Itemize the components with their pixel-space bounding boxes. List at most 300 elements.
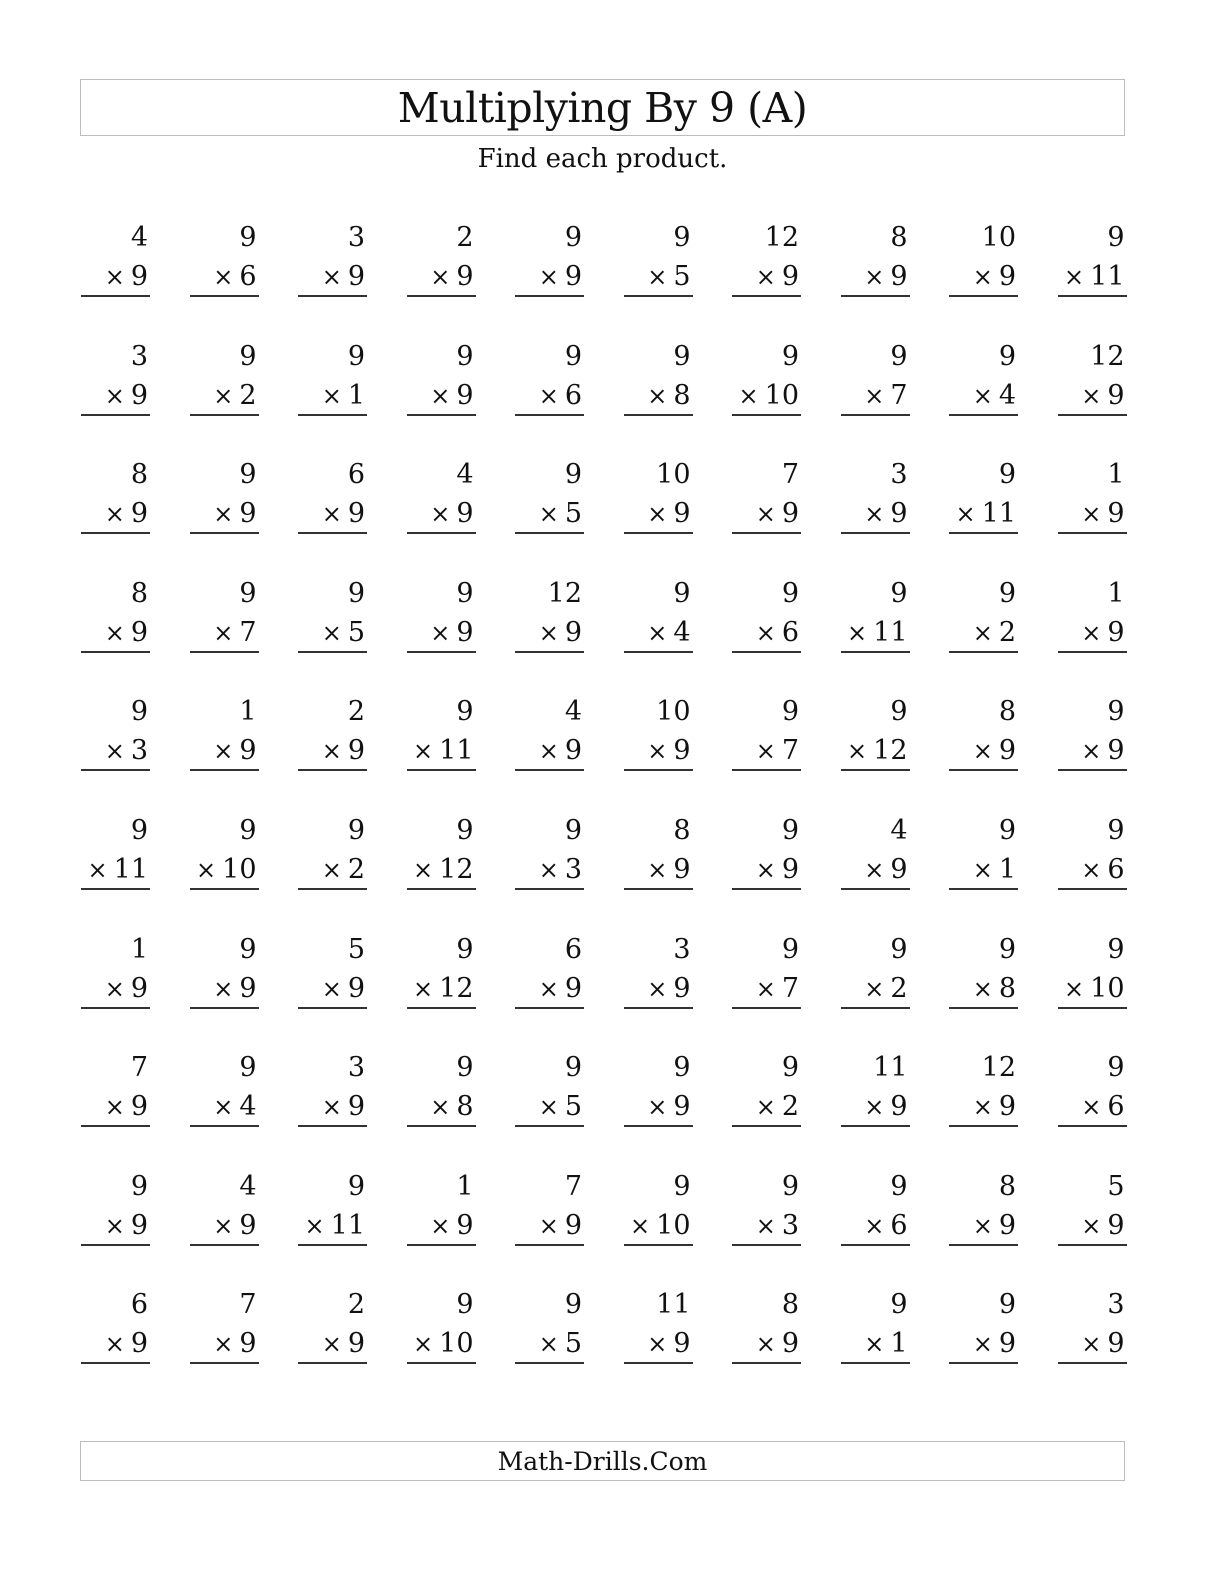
multiplier-line [847, 732, 907, 770]
title-box [80, 79, 1125, 136]
multiplier: 12 [439, 853, 474, 885]
multiplier-line [539, 377, 582, 415]
answer-line [81, 295, 150, 297]
times-icon: × [1064, 974, 1085, 1003]
multiplication-problem [624, 1285, 693, 1367]
multiplicand: 9 [998, 814, 1016, 846]
multiplier-line [213, 970, 256, 1008]
answer-line [81, 1007, 150, 1009]
answer-line [81, 888, 150, 890]
multiplicand: 11 [873, 1052, 908, 1084]
multiplier-line [539, 851, 582, 889]
answer-line [1058, 1362, 1127, 1364]
multiplicand: 9 [456, 1052, 474, 1084]
multiplier: 9 [130, 1091, 148, 1123]
multiplicand: 9 [1107, 933, 1125, 965]
multiplicand: 9 [781, 933, 799, 965]
multiplier-line [1081, 1325, 1124, 1363]
answer-line [407, 651, 476, 653]
times-icon: × [213, 618, 234, 647]
multiplier-line [213, 1088, 256, 1126]
multiplier-line [739, 377, 799, 415]
multiplication-problem [841, 218, 910, 300]
multiplication-problem [81, 1048, 150, 1130]
multiplier-line [322, 1088, 365, 1126]
multiplier-line [539, 732, 582, 770]
times-icon: × [538, 1330, 559, 1359]
multiplier-line [413, 970, 473, 1008]
multiplicand: 9 [347, 814, 365, 846]
multiplicand: 9 [673, 577, 691, 609]
multiplicand: 3 [890, 459, 908, 491]
multiplication-problem [190, 455, 259, 537]
multiplication-problem [732, 1167, 801, 1249]
multiplier: 9 [1107, 1328, 1125, 1360]
multiplication-problem [81, 930, 150, 1012]
times-icon: × [972, 1330, 993, 1359]
multiplier: 9 [781, 498, 799, 530]
multiplicand: 9 [239, 933, 257, 965]
multiplier-line [647, 495, 690, 533]
multiplier: 9 [456, 379, 474, 411]
multiplier-line [1081, 377, 1124, 415]
multiplication-problem [298, 218, 367, 300]
multiplicand: 12 [547, 577, 582, 609]
answer-line [407, 1007, 476, 1009]
multiplier: 11 [330, 1209, 365, 1241]
multiplicand: 6 [564, 933, 582, 965]
multiplier: 3 [564, 853, 582, 885]
times-icon: × [538, 381, 559, 410]
multiplicand: 9 [239, 340, 257, 372]
multiplicand: 7 [564, 1170, 582, 1202]
multiplier-line [973, 258, 1016, 296]
answer-line [732, 888, 801, 890]
multiplier-line [756, 495, 799, 533]
multiplicand: 9 [564, 1052, 582, 1084]
multiplier: 9 [1107, 616, 1125, 648]
times-icon: × [104, 263, 125, 291]
multiplier: 9 [239, 498, 257, 530]
multiplication-problem [190, 811, 259, 893]
answer-line [841, 414, 910, 416]
multiplicand: 9 [130, 1170, 148, 1202]
multiplication-problem [515, 1048, 584, 1130]
multiplicand: 8 [673, 814, 691, 846]
times-icon: × [430, 1093, 451, 1122]
multiplication-problem [407, 574, 476, 656]
multiplier: 6 [1107, 1091, 1125, 1123]
multiplicand: 9 [890, 933, 908, 965]
multiplier-line [430, 377, 473, 415]
times-icon: × [413, 1330, 434, 1359]
multiplicand: 9 [1107, 222, 1125, 253]
answer-line [624, 1362, 693, 1364]
multiplication-problem [624, 574, 693, 656]
multiplication-problem [190, 574, 259, 656]
times-icon: × [1081, 500, 1102, 529]
multiplicand: 9 [347, 577, 365, 609]
multiplicand: 10 [656, 459, 691, 491]
multiplier-line [539, 1088, 582, 1126]
answer-line [732, 1244, 801, 1246]
answer-line [841, 1007, 910, 1009]
answer-line [1058, 532, 1127, 534]
times-icon: × [104, 1211, 125, 1240]
multiplicand: 9 [781, 340, 799, 372]
multiplier-line [105, 732, 148, 770]
answer-line [407, 888, 476, 890]
answer-line [190, 532, 259, 534]
answer-line [732, 1007, 801, 1009]
multiplicand: 9 [781, 1170, 799, 1202]
multiplier: 9 [347, 1328, 365, 1360]
answer-line [81, 769, 150, 771]
times-icon: × [1064, 263, 1085, 291]
multiplier-line [756, 1088, 799, 1126]
answer-line [407, 1125, 476, 1127]
multiplier-line [647, 1088, 690, 1126]
multiplicand: 4 [456, 459, 474, 491]
answer-line [1058, 651, 1127, 653]
multiplier: 9 [456, 1209, 474, 1241]
multiplier: 10 [222, 853, 257, 885]
times-icon: × [538, 974, 559, 1003]
multiplier: 9 [239, 972, 257, 1004]
multiplier-line [973, 1207, 1016, 1245]
multiplicand: 9 [347, 1170, 365, 1202]
times-icon: × [104, 500, 125, 529]
answer-line [841, 295, 910, 297]
multiplication-problem [298, 692, 367, 774]
times-icon: × [538, 737, 559, 766]
answer-line [298, 1125, 367, 1127]
times-icon: × [321, 1093, 342, 1122]
multiplicand: 6 [347, 459, 365, 491]
times-icon: × [430, 381, 451, 410]
multiplication-problem [1058, 455, 1127, 537]
multiplier: 9 [998, 261, 1016, 292]
multiplier: 9 [130, 1209, 148, 1241]
multiplier: 6 [890, 1209, 908, 1241]
multiplication-problem [841, 337, 910, 419]
multiplier: 9 [673, 1328, 691, 1360]
multiplier-line [1081, 732, 1124, 770]
multiplication-problem [841, 930, 910, 1012]
multiplier-line [973, 614, 1016, 652]
multiplier: 10 [1090, 972, 1125, 1004]
answer-line [81, 1244, 150, 1246]
multiplication-problem [732, 218, 801, 300]
multiplicand: 9 [998, 340, 1016, 372]
multiplicand: 12 [981, 1052, 1016, 1084]
times-icon: × [647, 263, 668, 291]
multiplication-problem [949, 1167, 1018, 1249]
multiplier-line [539, 495, 582, 533]
multiplier: 9 [673, 498, 691, 530]
multiplier: 5 [347, 616, 365, 648]
multiplication-problem [732, 337, 801, 419]
times-icon: × [538, 263, 559, 291]
problem-row [81, 811, 1126, 930]
multiplier: 9 [130, 972, 148, 1004]
multiplication-problem [515, 811, 584, 893]
times-icon: × [864, 974, 885, 1003]
times-icon: × [1081, 1211, 1102, 1240]
multiplication-problem [407, 455, 476, 537]
multiplication-problem [190, 1285, 259, 1367]
multiplier: 9 [456, 498, 474, 530]
multiplier-line [413, 1325, 473, 1363]
multiplication-problem [732, 1048, 801, 1130]
multiplicand: 9 [781, 814, 799, 846]
multiplier-line [105, 495, 148, 533]
times-icon: × [847, 737, 868, 766]
answer-line [298, 295, 367, 297]
answer-line [190, 769, 259, 771]
multiplication-problem [190, 930, 259, 1012]
multiplier: 9 [130, 1328, 148, 1360]
times-icon: × [755, 1211, 776, 1240]
multiplication-problem [407, 692, 476, 774]
multiplicand: 5 [1107, 1170, 1125, 1202]
multiplier-line [213, 614, 256, 652]
multiplicand: 9 [890, 696, 908, 728]
multiplier-line [213, 258, 256, 296]
problem-grid [81, 218, 1126, 1404]
multiplier-line [213, 732, 256, 770]
multiplier-line [864, 377, 907, 415]
multiplier-line [105, 258, 148, 296]
multiplier-line [864, 495, 907, 533]
multiplier-line [213, 1207, 256, 1245]
multiplicand: 9 [130, 814, 148, 846]
multiplier-line [1081, 1088, 1124, 1126]
multiplicand: 9 [456, 814, 474, 846]
times-icon: × [864, 263, 885, 291]
multiplier: 9 [673, 1091, 691, 1123]
multiplicand: 9 [781, 696, 799, 728]
multiplier: 9 [890, 261, 908, 292]
multiplicand: 5 [347, 933, 365, 965]
answer-line [949, 888, 1018, 890]
times-icon: × [430, 500, 451, 529]
multiplier: 9 [130, 379, 148, 411]
multiplier-line [756, 851, 799, 889]
answer-line [407, 295, 476, 297]
multiplier-line [105, 614, 148, 652]
answer-line [1058, 1007, 1127, 1009]
multiplicand: 9 [673, 1170, 691, 1202]
multiplier-line [413, 732, 473, 770]
multiplication-problem [841, 1167, 910, 1249]
problem-row [81, 455, 1126, 574]
multiplication-problem [515, 930, 584, 1012]
answer-line [407, 1362, 476, 1364]
multiplicand: 9 [673, 1052, 691, 1084]
multiplier: 9 [1107, 1209, 1125, 1241]
times-icon: × [213, 974, 234, 1003]
multiplier: 9 [564, 1209, 582, 1241]
times-icon: × [972, 1211, 993, 1240]
multiplier-line [864, 1325, 907, 1363]
answer-line [515, 1007, 584, 1009]
times-icon: × [213, 381, 234, 410]
multiplier-line [105, 1325, 148, 1363]
answer-line [515, 888, 584, 890]
multiplier-line [322, 614, 365, 652]
instructions: Find each product. [477, 144, 728, 174]
times-icon: × [972, 1093, 993, 1122]
answer-line [298, 888, 367, 890]
multiplicand: 9 [347, 340, 365, 372]
times-icon: × [972, 381, 993, 410]
multiplicand: 2 [456, 222, 474, 253]
answer-line [407, 414, 476, 416]
multiplier-line [647, 732, 690, 770]
multiplier-line [1081, 1207, 1124, 1245]
multiplier-line [647, 258, 690, 296]
answer-line [841, 532, 910, 534]
multiplier: 4 [998, 379, 1016, 411]
multiplier: 5 [564, 1328, 582, 1360]
multiplication-problem [298, 811, 367, 893]
multiplier: 12 [873, 735, 908, 767]
times-icon: × [430, 618, 451, 647]
multiplication-problem [624, 930, 693, 1012]
times-icon: × [321, 618, 342, 647]
times-icon: × [647, 855, 668, 884]
times-icon: × [864, 855, 885, 884]
multiplication-problem [407, 1167, 476, 1249]
answer-line [732, 532, 801, 534]
multiplier-line [973, 1325, 1016, 1363]
times-icon: × [755, 855, 776, 884]
times-icon: × [321, 855, 342, 884]
multiplier-line [647, 970, 690, 1008]
multiplier: 9 [890, 498, 908, 530]
answer-line [407, 532, 476, 534]
multiplier-line [322, 377, 365, 415]
multiplication-problem [81, 455, 150, 537]
multiplier-line [430, 1207, 473, 1245]
multiplier: 6 [564, 379, 582, 411]
multiplier-line [430, 614, 473, 652]
times-icon: × [213, 1330, 234, 1359]
multiplication-problem [624, 811, 693, 893]
multiplier: 9 [130, 498, 148, 530]
multiplicand: 9 [239, 814, 257, 846]
multiplier: 9 [998, 735, 1016, 767]
answer-line [515, 769, 584, 771]
times-icon: × [430, 263, 451, 291]
multiplication-problem [298, 1285, 367, 1367]
multiplier-line [647, 377, 690, 415]
answer-line [81, 414, 150, 416]
answer-line [81, 1125, 150, 1127]
multiplier: 5 [564, 498, 582, 530]
multiplication-problem [732, 692, 801, 774]
multiplication-problem [407, 930, 476, 1012]
multiplication-problem [407, 218, 476, 300]
multiplier-line [539, 970, 582, 1008]
multiplier: 3 [781, 1209, 799, 1241]
multiplicand: 8 [781, 1289, 799, 1321]
times-icon: × [647, 1330, 668, 1359]
multiplier: 4 [673, 616, 691, 648]
times-icon: × [1081, 1093, 1102, 1122]
multiplicand: 9 [456, 577, 474, 609]
multiplier: 9 [998, 1328, 1016, 1360]
multiplication-problem [949, 455, 1018, 537]
multiplication-problem [1058, 218, 1127, 300]
multiplicand: 9 [564, 814, 582, 846]
multiplication-problem [407, 1285, 476, 1367]
answer-line [190, 1125, 259, 1127]
times-icon: × [972, 263, 993, 291]
times-icon: × [104, 737, 125, 766]
multiplication-problem [515, 337, 584, 419]
answer-line [190, 1362, 259, 1364]
multiplier: 2 [998, 616, 1016, 648]
multiplicand: 3 [347, 222, 365, 253]
multiplication-problem [515, 692, 584, 774]
multiplier-line [105, 377, 148, 415]
multiplicand: 2 [347, 1289, 365, 1321]
multiplicand: 4 [130, 222, 148, 253]
multiplier: 1 [998, 853, 1016, 885]
problem-row [81, 218, 1126, 337]
multiplier-line [322, 1325, 365, 1363]
multiplicand: 1 [456, 1170, 474, 1202]
answer-line [624, 1125, 693, 1127]
answer-line [298, 1244, 367, 1246]
answer-line [1058, 888, 1127, 890]
multiplier-line [430, 258, 473, 296]
multiplier: 7 [781, 735, 799, 767]
multiplicand: 1 [1107, 577, 1125, 609]
times-icon: × [213, 1211, 234, 1240]
multiplicand: 9 [1107, 814, 1125, 846]
multiplier: 6 [1107, 853, 1125, 885]
multiplier-line [847, 614, 907, 652]
answer-line [949, 769, 1018, 771]
multiplicand: 9 [998, 933, 1016, 965]
multiplier-line [322, 258, 365, 296]
times-icon: × [864, 1093, 885, 1122]
multiplier-line [539, 258, 582, 296]
answer-line [515, 1244, 584, 1246]
multiplication-problem [81, 218, 150, 300]
multiplier: 2 [890, 972, 908, 1004]
multiplier: 9 [347, 261, 365, 292]
times-icon: × [972, 618, 993, 647]
times-icon: × [1081, 618, 1102, 647]
multiplication-problem [1058, 1048, 1127, 1130]
times-icon: × [87, 855, 108, 884]
answer-line [732, 414, 801, 416]
multiplicand: 9 [998, 459, 1016, 491]
multiplicand: 2 [347, 696, 365, 728]
multiplier: 8 [673, 379, 691, 411]
answer-line [841, 1125, 910, 1127]
multiplication-problem [298, 455, 367, 537]
multiplicand: 9 [239, 1052, 257, 1084]
multiplier: 8 [456, 1091, 474, 1123]
multiplication-problem [949, 1048, 1018, 1130]
times-icon: × [321, 263, 342, 291]
multiplicand: 9 [456, 1289, 474, 1321]
